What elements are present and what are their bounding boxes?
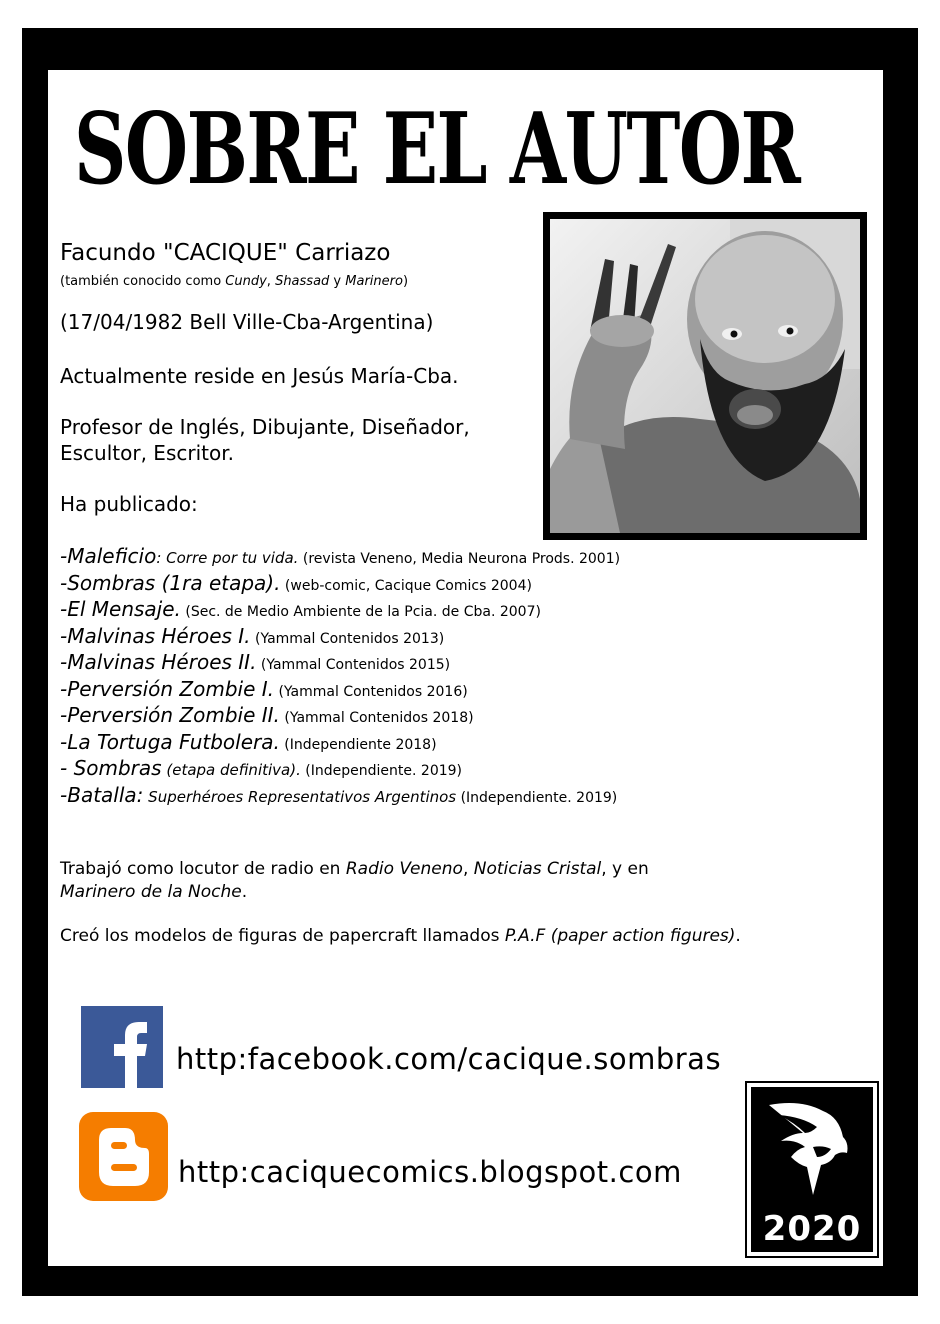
list-item: -Batalla: Superhéroes Representativos Argentinos (Independiente. 2019) [60,782,618,807]
list-item: -Maleficio: Corre por tu vida. (revista Veneno, Media Neurona Prods. 2001) [60,544,621,568]
facebook-icon[interactable] [81,1006,163,1088]
list-item: -Malvinas Héroes II. (Yammal Contenidos 2015) [60,650,451,674]
page-title: SOBRE EL AUTOR [74,92,800,207]
blogger-icon[interactable] [79,1112,168,1201]
residence-info: Actualmente reside en Jesús María-Cba. [60,364,459,388]
profession-info: Profesor de Inglés, Dibujante, Diseñador, Escultor, Escritor. [60,415,470,465]
publication-list [60,544,620,809]
author-aliases: (también conocido como Cundy, Shassad y Marinero) [60,274,409,289]
list-item: - Sombras (etapa definitiva). (Independiente. 2019) [60,756,463,780]
list-item: -El Mensaje. (Sec. de Medio Ambiente de la Pcia. de Cba. 2007) [60,597,541,621]
list-item: -La Tortuga Futbolera. (Independiente 2018) [60,729,437,754]
radio-info: Trabajó como locutor de radio en Radio Veneno, Noticias Cristal, y en Marinero de la Noche. [60,859,649,902]
list-item: -Perversión Zombie II. (Yammal Contenidos 2018) [60,703,474,727]
list-item: -Perversión Zombie I. (Yammal Contenidos 2016) [60,676,468,701]
author-photo [550,219,860,533]
list-item: -Sombras (1ra etapa). (web-comic, Cacique Comics 2004) [60,570,532,595]
facebook-link[interactable]: http:facebook.com/cacique.sombras [176,1042,722,1076]
papercraft-info: Creó los modelos de figuras de papercraft llamados P.A.F (paper action figures). [60,926,741,946]
blog-link[interactable]: http:caciquecomics.blogspot.com [178,1155,682,1189]
bat-logo-icon [751,1087,873,1207]
author-photo-frame [543,212,867,540]
published-heading: Ha publicado: [60,492,198,516]
author-name: Facundo "CACIQUE" Carriazo [60,240,391,266]
birth-info: (17/04/1982 Bell Ville-Cba-Argentina) [60,310,434,334]
logo-year: 2020 [762,1209,862,1249]
list-item: -Malvinas Héroes I. (Yammal Contenidos 2013) [60,623,445,648]
cacique-logo [745,1081,879,1258]
